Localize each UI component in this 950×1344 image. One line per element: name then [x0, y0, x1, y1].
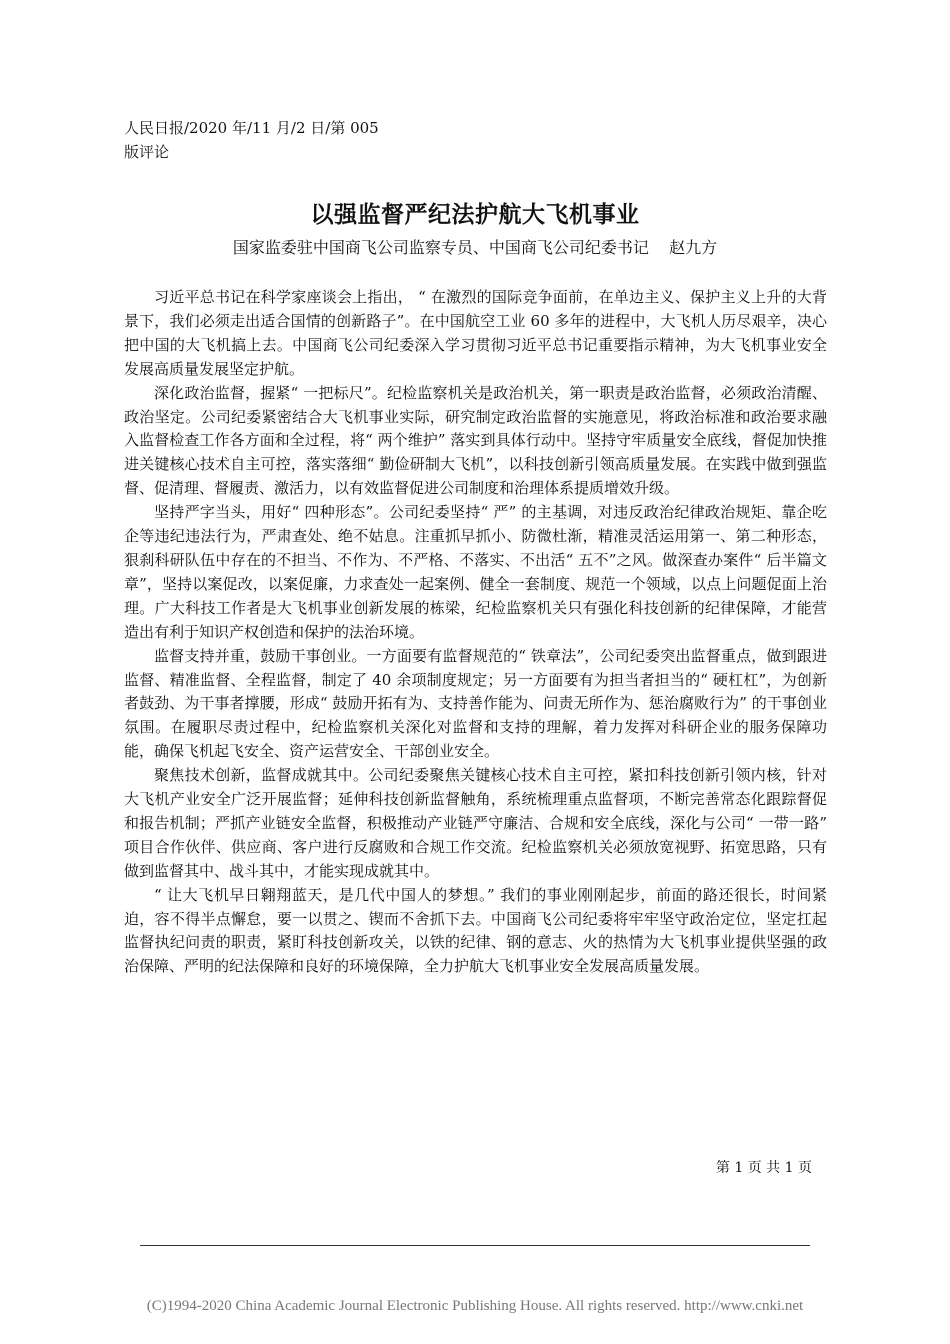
- article-author: 国家监委驻中国商飞公司监察专员、中国商飞公司纪委书记 赵九方: [232, 238, 718, 257]
- footer-divider: [140, 1245, 810, 1246]
- article-paragraph: 习近平总书记在科学家座谈会上指出， “ 在激烈的国际竞争面前，在单边主义、保护主义上升的大背景下，我们必须走出适合国情的创新路子”。在中国航空工业 60 多年的进程中，大飞机人历尽艰辛，决心把中国的大飞机搞上去。中国商飞公司纪委深入学习贯彻习近平总书记重要指示精神，为大飞机事业安全发展高质量发展坚定护航。: [124, 288, 827, 378]
- newspaper-source-line: 人民日报/2020 年/11 月/2 日/第 005 版评论: [124, 119, 379, 161]
- article-body: [124, 286, 827, 979]
- page-number: 第 1 页 共 1 页: [715, 1160, 812, 1176]
- article-paragraph: 监督支持并重，鼓励干事创业。一方面要有监督规范的“ 铁章法”，公司纪委突出监督重点，做到跟进监督、精准监督、全程监督，制定了 40 余项制度规定；另一方面要有为担当者担当的“ 硬杠杠”，为创新者鼓劲、为干事者撑腰，形成“ 鼓励开拓有为、支持善作能为、问责无所作为、惩治腐败行为” 的干事创业氛围。在履职尽责过程中，纪检监察机关深化对监督和支持的理解，着力发挥对科研企业的服务保障功能，确保飞机起飞安全、资产运营安全、干部创业安全。: [124, 646, 827, 761]
- article-paragraph: 坚持严字当头，用好“ 四种形态”。公司纪委坚持“ 严” 的主基调，对违反政治纪律政治规矩、靠企吃企等违纪违法行为，严肃查处、绝不姑息。注重抓早抓小、防微杜渐，精准灵活运用第一、第二种形态，狠刹科研队伍中存在的不担当、不作为、不严格、不落实、不出活“ 五不”之风。做深查办案件“ 后半篇文章”，坚持以案促改，以案促廉，力求查处一起案例、健全一套制度、规范一个领域，以点上问题促面上治理。广大科技工作者是大飞机事业创新发展的栋梁，纪检监察机关只有强化科技创新的纪律保障，才能营造出有利于知识产权创造和保护的法治环境。: [124, 503, 827, 641]
- article-paragraph: “ 让大飞机早日翱翔蓝天，是几代中国人的梦想。” 我们的事业刚刚起步，前面的路还很长，时间紧迫，容不得半点懈怠，要一以贯之、锲而不舍抓下去。中国商飞公司纪委将牢牢坚守政治定位，坚定扛起监督执纪问责的职责，紧盯科技创新攻关，以铁的纪律、钢的意志、火的热情为大飞机事业提供坚强的政治保障、严明的纪法保障和良好的环境保障，全力护航大飞机事业安全发展高质量发展。: [124, 885, 827, 976]
- article-title: 以强监督严纪法护航大飞机事业: [310, 202, 640, 229]
- copyright-notice: (C)1994-2020 China Academic Journal Electronic Publishing House. All rights reserved. http://www.cnki.net: [146, 1298, 804, 1314]
- article-paragraph: 深化政治监督，握紧“ 一把标尺”。纪检监察机关是政治机关，第一职责是政治监督，必须政治清醒、政治坚定。公司纪委紧密结合大飞机事业实际，研究制定政治监督的实施意见，将政治标准和政治要求融入监督检查工作各方面和全过程，将“ 两个维护” 落实到具体行动中。坚持守牢质量安全底线，督促加快推进关键核心技术自主可控，落实落细“ 勤俭研制大飞机”，以科技创新引领高质量发展。在实践中做到强监督、促清理、督履责、激活力，以有效监督促进公司制度和治理体系提质增效升级。: [124, 383, 827, 498]
- article-paragraph: 聚焦技术创新，监督成就其中。公司纪委聚焦关键核心技术自主可控，紧扣科技创新引领内核，针对大飞机产业安全广泛开展监督；延伸科技创新监督触角，系统梳理重点监督项，不断完善常态化跟踪督促和报告机制；严抓产业链安全监督，积极推动产业链严守廉洁、合规和安全底线，深化与公司“ 一带一路” 项目合作伙伴、供应商、客户进行反腐败和合规工作交流。纪检监察机关必须放宽视野、拓宽思路，只有做到监督其中、战斗其中，才能实现成就其中。: [124, 766, 827, 880]
